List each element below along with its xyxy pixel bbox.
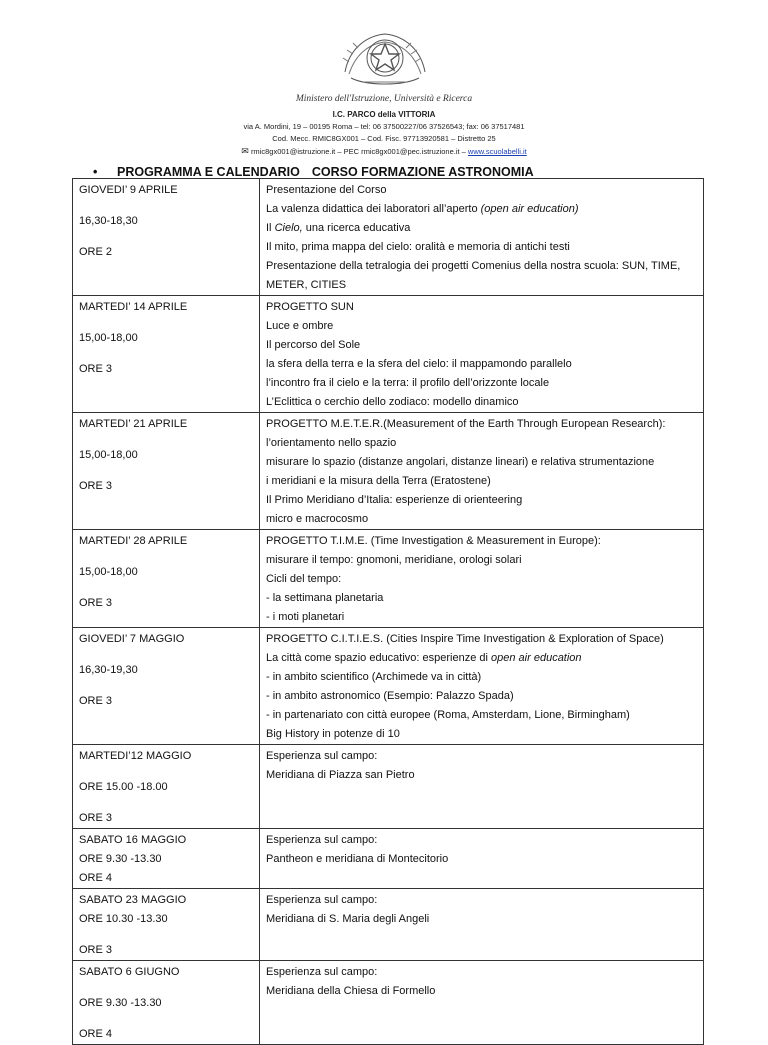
session-hours: ORE 2	[79, 246, 113, 258]
session-hours: ORE 3	[79, 695, 113, 707]
session-hours: ORE 4	[79, 1028, 113, 1040]
session-hours: ORE 3	[79, 944, 113, 956]
content-cell	[260, 628, 704, 745]
table-row	[73, 628, 704, 745]
date-cell	[73, 179, 260, 296]
content-line: misurare il tempo: gnomoni, meridiane, orologi solari	[266, 554, 522, 566]
heading-right: CORSO FORMAZIONE ASTRONOMIA	[311, 165, 534, 179]
content-line: Meridiana della Chiesa di Formello	[266, 985, 436, 997]
content-line: - in partenariato con città europee (Roma, Amsterdam, Lione, Birmingham)	[266, 709, 630, 721]
content-line: Il mito, prima mappa del cielo: oralità e memoria di antichi testi	[266, 241, 570, 253]
table-row	[73, 179, 704, 296]
content-line: Meridiana di Piazza san Pietro	[266, 769, 415, 781]
content-line: Presentazione del Corso	[266, 184, 387, 196]
content-line: la sfera della terra e la sfera del cielo: il mappamondo parallelo	[266, 358, 572, 370]
session-date: GIOVEDI’ 7 MAGGIO	[79, 633, 185, 645]
table-row	[73, 961, 704, 1045]
content-line: micro e macrocosmo	[266, 513, 369, 525]
content-line: L’Eclittica o cerchio dello zodiaco: modello dinamico	[266, 396, 519, 408]
content-line: Pantheon e meridiana di Montecitorio	[266, 853, 449, 865]
content-line: i meridiani e la misura della Terra (Eratostene)	[266, 475, 491, 487]
session-date: MARTEDI’ 28 APRILE	[79, 535, 188, 547]
table-row	[73, 829, 704, 889]
session-time: 16,30-19,30	[79, 664, 138, 676]
session-date: GIOVEDI’ 9 APRILE	[79, 184, 178, 196]
table-row	[73, 413, 704, 530]
content-line: - in ambito scientifico (Archimede va in città)	[266, 671, 482, 683]
session-date: SABATO 23 MAGGIO	[79, 894, 187, 906]
content-cell	[260, 413, 704, 530]
content-line: Meridiana di S. Maria degli Angeli	[266, 913, 430, 925]
date-cell	[73, 745, 260, 829]
table-row	[73, 745, 704, 829]
content-cell	[260, 745, 704, 829]
content-line: PROGETTO M.E.T.E.R.(Measurement of the Earth Through European Research):	[266, 418, 666, 430]
ministry-name: Ministero dell'Istruzione, Università e Ricerca	[295, 94, 473, 104]
content-line: l’orientamento nello spazio	[266, 437, 397, 449]
session-date: MARTEDI’12 MAGGIO	[79, 750, 192, 762]
content-line: Luce e ombre	[266, 320, 334, 332]
content-cell	[260, 961, 704, 1045]
date-cell	[73, 530, 260, 628]
content-line: Esperienza sul campo:	[266, 966, 378, 978]
session-hours: ORE 3	[79, 363, 113, 375]
session-hours: ORE 4	[79, 872, 113, 884]
session-time: ORE 15.00 -18.00	[79, 781, 168, 793]
date-cell	[73, 296, 260, 413]
date-cell	[73, 413, 260, 530]
session-hours: ORE 3	[79, 480, 113, 492]
content-line: La città come spazio educativo: esperienze di open air education	[266, 652, 582, 664]
session-date: SABATO 6 GIUGNO	[79, 966, 180, 978]
content-line: METER, CITIES	[266, 279, 347, 291]
session-date: SABATO 16 MAGGIO	[79, 834, 187, 846]
content-line: - in ambito astronomico (Esempio: Palazzo Spada)	[266, 690, 514, 702]
content-line: Il percorso del Sole	[266, 339, 361, 351]
heading-left: PROGRAMMA E CALENDARIO	[117, 165, 300, 179]
session-time: 15,00-18,00	[79, 332, 138, 344]
session-time: 15,00-18,00	[79, 449, 138, 461]
table-row	[73, 296, 704, 413]
italian-republic-emblem-icon	[333, 28, 437, 88]
content-line: Cicli del tempo:	[266, 573, 342, 585]
table-row	[73, 889, 704, 961]
session-time: ORE 10.30 -13.30	[79, 913, 168, 925]
content-line: PROGETTO C.I.T.I.E.S. (Cities Inspire Time Investigation & Exploration of Space)	[266, 633, 664, 645]
envelope-icon: ✉	[241, 146, 249, 156]
content-line: Esperienza sul campo:	[266, 750, 378, 762]
content-line: l’incontro fra il cielo e la terra: il profilo dell’orizzonte locale	[266, 377, 550, 389]
session-time: ORE 9.30 -13.30	[79, 997, 162, 1009]
content-cell	[260, 296, 704, 413]
content-line: - la settimana planetaria	[266, 592, 384, 604]
session-hours: ORE 3	[79, 812, 113, 824]
session-hours: ORE 3	[79, 597, 113, 609]
content-cell	[260, 530, 704, 628]
school-name: I.C. PARCO della VITTORIA	[332, 110, 436, 119]
content-line: Esperienza sul campo:	[266, 894, 378, 906]
date-cell	[73, 829, 260, 889]
content-cell	[260, 829, 704, 889]
content-line: Il Primo Meridiano d’Italia: esperienze di orienteering	[266, 494, 523, 506]
website-link[interactable]: www.scuolabelli.it	[467, 147, 527, 156]
content-cell	[260, 889, 704, 961]
school-address: via A. Mordini, 19 – 00195 Roma – tel: 06 37500227/06 37526543; fax: 06 37517481	[243, 122, 525, 131]
school-codes: Cod. Mecc. RMIC8GX001 – Cod. Fisc. 97713920581 – Distretto 25	[272, 134, 496, 143]
content-cell	[260, 179, 704, 296]
email-text: rmic8gx001@istruzione.it – PEC rmic8gx001@pec.istruzione.it –	[250, 147, 468, 156]
session-time: 15,00-18,00	[79, 566, 138, 578]
program-table	[72, 178, 704, 1045]
date-cell	[73, 628, 260, 745]
school-contacts	[0, 146, 768, 157]
content-line: Big History in potenze di 10	[266, 728, 400, 740]
content-line: misurare lo spazio (distanze angolari, distanze lineari) e relativa strumentazione	[266, 456, 655, 468]
bullet-icon: •	[93, 165, 98, 179]
session-date: MARTEDI’ 14 APRILE	[79, 301, 188, 313]
session-time: ORE 9.30 -13.30	[79, 853, 162, 865]
content-line: Presentazione della tetralogia dei progetti Comenius della nostra scuola: SUN, TIME,	[266, 260, 681, 272]
date-cell	[73, 961, 260, 1045]
session-time: 16,30-18,30	[79, 215, 138, 227]
content-line: Il Cielo, una ricerca educativa	[266, 222, 411, 234]
session-date: MARTEDI’ 21 APRILE	[79, 418, 188, 430]
date-cell	[73, 889, 260, 961]
content-line: La valenza didattica dei laboratori all’aperto (open air education)	[266, 203, 579, 215]
content-line: PROGETTO SUN	[266, 301, 354, 313]
content-line: PROGETTO T.I.M.E. (Time Investigation & Measurement in Europe):	[266, 535, 601, 547]
table-row	[73, 530, 704, 628]
content-line: - i moti planetari	[266, 611, 345, 623]
section-heading	[93, 165, 534, 179]
content-line: Esperienza sul campo:	[266, 834, 378, 846]
